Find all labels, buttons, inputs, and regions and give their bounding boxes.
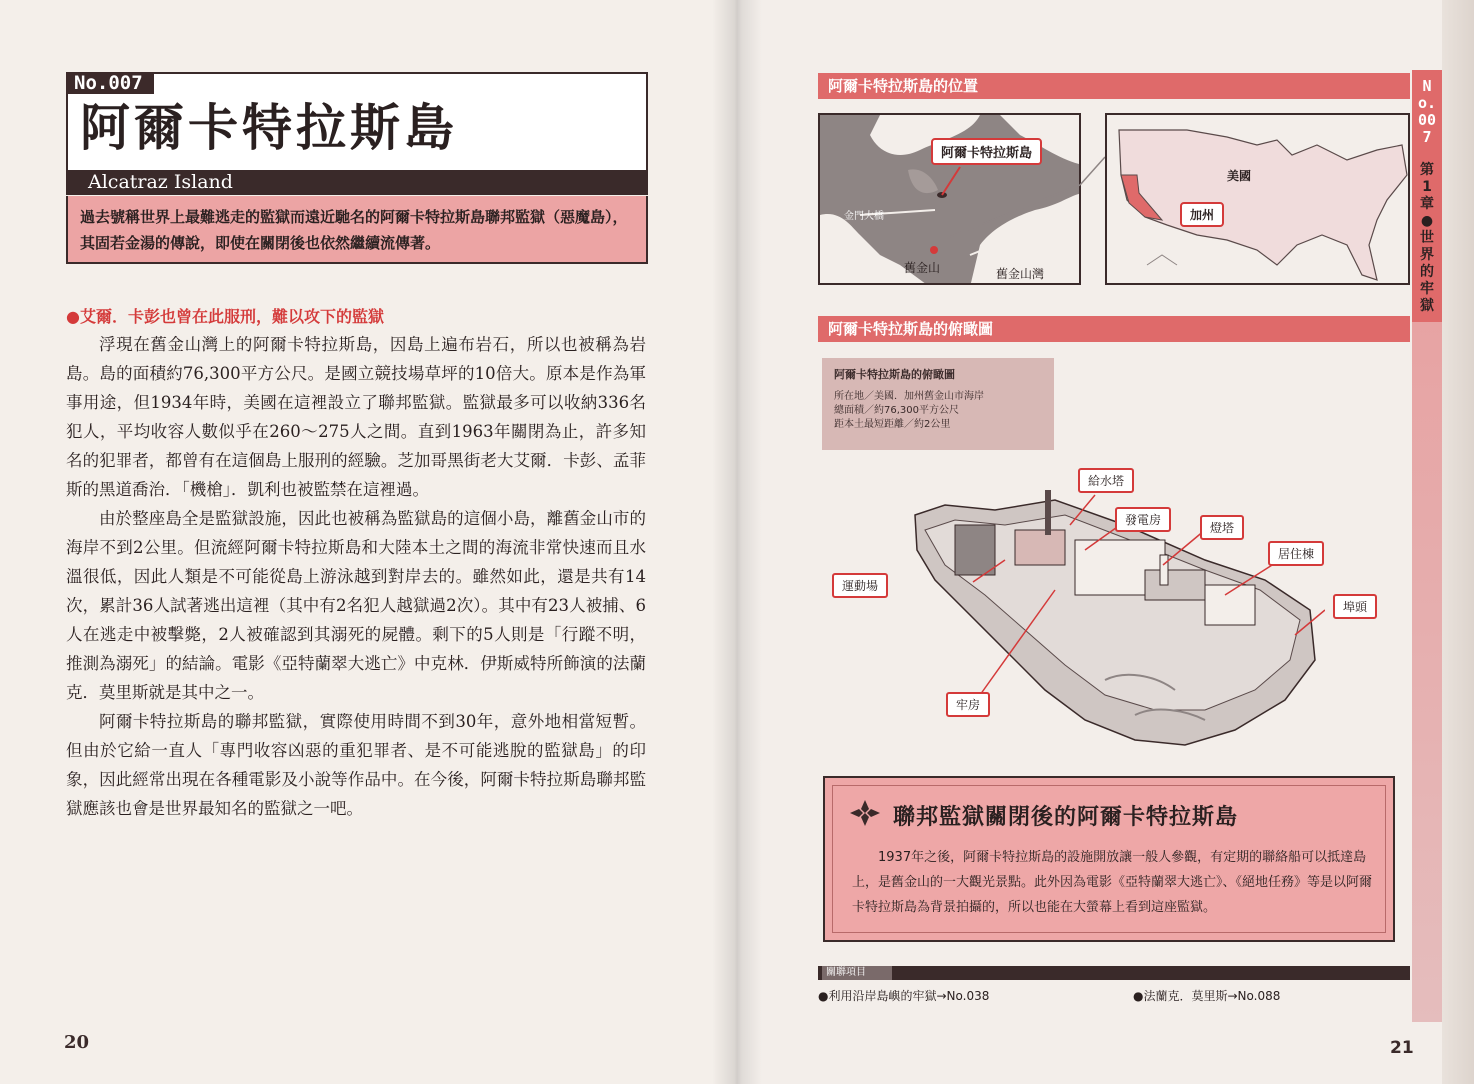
us-map-drawing	[1107, 115, 1410, 285]
closure-paragraph: 1937年之後，阿爾卡特拉斯島的設施開放讓一般人參觀，有定期的聯絡船可以抵達島上，是舊金山的一大觀光景點。此外因為電影《亞特蘭翠大逃亡》、《絕地任務》等是以阿爾卡特拉斯島為背景拍攝的，所以也能在大螢幕上看到這座監獄。	[852, 850, 1373, 915]
lighthouse-label: 燈塔	[1200, 515, 1244, 540]
power-house-label: 發電房	[1115, 507, 1171, 532]
paragraph-3: 阿爾卡特拉斯島的聯邦監獄，實際使用時間不到30年，意外地相當短暫。但由於它給一直人「專門收容凶惡的重犯罪者、是不可能逃脫的監獄島」的印象，因此經常出現在各種電影及小說等作品中。在今後，阿爾卡特拉斯島聯邦監獄應該也會是世界最知名的監獄之一吧。	[66, 712, 646, 818]
side-tab-edge	[1412, 322, 1442, 1022]
paragraph-2: 由於整座島全是監獄設施，因此也被稱為監獄島的這個小島，離舊金山市的海岸不到2公里。但流經阿爾卡特拉斯島和大陸本土之間的海流非常快速而且水溫很低，因此人類是不可能從島上游泳越到對岸去的。雖然如此，還是共有14次，累計36人試著逃出這裡（其中有2名犯人越獄過2次）。其中有23人被捕、6人在逃走中被擊斃，2人被確認到其溺死的屍體。剩下的5人則是「行蹤不明，推測為溺死」的結論。電影《亞特蘭翠大逃亡》中克林．伊斯威特所飾演的法蘭克．莫里斯就是其中之一。	[66, 509, 646, 702]
page-edge	[1442, 0, 1474, 1084]
alcatraz-callout: 阿爾卡特拉斯島	[931, 138, 1042, 165]
water-tower-label: 給水塔	[1078, 468, 1134, 493]
side-tab-chapter	[1416, 162, 1438, 315]
page-number-right: 21	[1390, 1038, 1414, 1058]
usa-label: 美國	[1227, 169, 1252, 183]
overview-heading: 阿爾卡特拉斯島的俯瞰圖	[818, 316, 1410, 342]
info-area: 總面積／約76,300平方公尺	[834, 405, 959, 416]
side-tab-number	[1416, 78, 1438, 146]
entry-number-tab: No.007	[66, 72, 154, 94]
side-tab-number-text: No.007	[1417, 77, 1437, 146]
page-number-left: 20	[64, 1032, 90, 1053]
us-map	[1105, 113, 1410, 285]
sf-bay-label: 舊金山灣	[996, 267, 1045, 281]
related-label: 關聯項目	[822, 966, 892, 980]
san-francisco-label: 舊金山	[904, 261, 941, 275]
closure-text	[852, 845, 1382, 920]
location-heading: 阿爾卡特拉斯島的位置	[818, 73, 1410, 99]
english-title-bar: Alcatraz Island	[66, 170, 648, 195]
body-text	[66, 330, 646, 823]
paragraph-1: 浮現在舊金山灣上的阿爾卡特拉斯島，因島上遍布岩石，所以也被稱為岩島。島的面積約76,300平方公尺。是國立競技場草坪的10倍大。原本是作為軍事用途，但1934年時，美國在這裡設立了聯邦監獄。監獄最多可以收納336名犯人，平均收容人數似乎在260～275人之間。直到1963年關閉為止，許多知名的犯罪者，都曾有在這個島上服刑的經驗。芝加哥黑街老大艾爾．卡彭、孟菲斯的黑道喬治．「機槍」．凱利也被監禁在這裡過。	[66, 335, 646, 499]
recreation-yard-label: 運動場	[832, 573, 888, 598]
golden-gate-label: 金門大橋	[844, 211, 884, 222]
cell-house-label: 牢房	[946, 692, 990, 717]
info-location: 所在地／美國．加州舊金山市海岸	[834, 391, 984, 402]
subtitle-box: 過去號稱世界上最難逃走的監獄而遠近馳名的阿爾卡特拉斯島聯邦監獄（惡魔島），其固若金湯的傳說，即使在關閉後也依然繼續流傳著。	[66, 196, 648, 264]
page-title: 阿爾卡特拉斯島	[80, 99, 458, 157]
info-box-title: 阿爾卡特拉斯島的俯瞰圖	[834, 368, 955, 381]
section-heading: ●艾爾．卡彭也曾在此服刑，難以攻下的監獄	[66, 307, 384, 326]
overview-info-box	[822, 358, 1054, 450]
ornament-icon	[848, 798, 882, 828]
related-item-2: ●法蘭克．莫里斯→No.088	[1133, 989, 1281, 1003]
closure-title: 聯邦監獄關閉後的阿爾卡特拉斯島	[893, 805, 1239, 830]
side-tab-chapter-text: 第1章●世界的牢獄	[1420, 162, 1434, 314]
related-item-1: ●利用沿岸島嶼的牢獄→No.038	[818, 989, 990, 1003]
california-callout: 加州	[1180, 202, 1224, 227]
info-distance: 距本土最短距離／約2公里	[834, 419, 951, 430]
residence-label: 居住棟	[1268, 541, 1324, 566]
related-bar	[818, 966, 1410, 980]
map-connector-lines	[930, 155, 1110, 250]
book-gutter	[712, 0, 762, 1084]
pier-label: 埠頭	[1333, 594, 1377, 619]
